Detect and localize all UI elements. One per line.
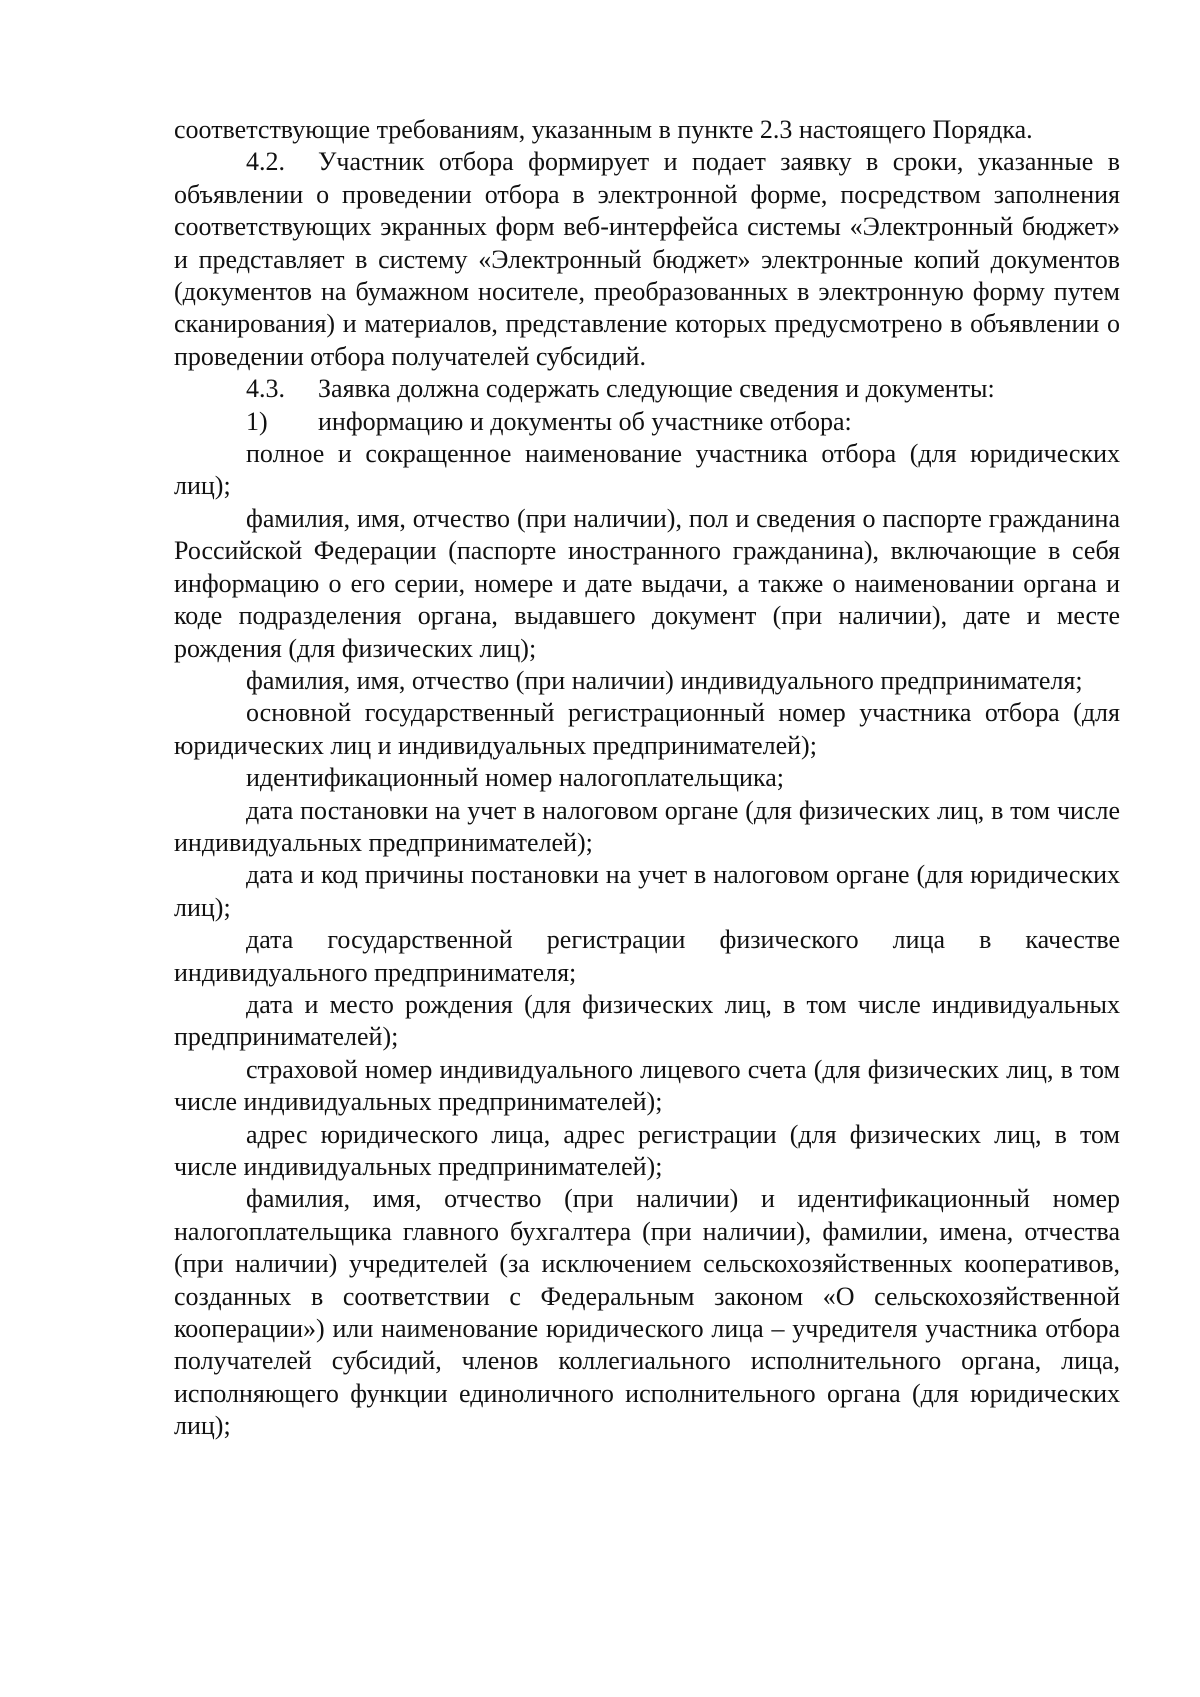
list-item-text: информацию и документы об участнике отбора: (318, 406, 852, 436)
paragraph-4-3 (174, 373, 1120, 405)
paragraph: фамилия, имя, отчество (при наличии), пол и сведения о паспорте гражданина Российской Федерации (паспорте иностранного гражданина), включающие в себя информацию о его серии, номере и дате выдачи, а также о наименовании органа и коде подразделения органа, выдавшего документ (при наличии), дате и месте рождения (для физических лиц); (174, 503, 1120, 663)
paragraph: адрес юридического лица, адрес регистрации (для физических лиц, в том числе индивидуальных предпринимателей); (174, 1119, 1120, 1181)
paragraph-continuation: соответствующие требованиям, указанным в пункте 2.3 настоящего Порядка. (174, 115, 1033, 144)
paragraph: дата и место рождения (для физических лиц, в том числе индивидуальных предпринимателей); (174, 989, 1120, 1052)
paragraph: дата и код причины постановки на учет в налоговом органе (для юридических лиц); (174, 860, 1120, 922)
paragraph-text: Участник отбора формирует и подает заявку в сроки, указанные в объявлении о проведении отбора в электронной форме, посредством заполнения соответствующих экранных форм веб-интерфейса системы «Электронный бюджет» и представляет в систему «Электронный бюджет» электронные копий документов (документов на бумажном носителе, преобразованных в электронную форму путем сканирования) и материалов, представление которых предусмотрено в объявлении о проведении отбора получателей субсидий. (174, 147, 1120, 371)
paragraph: дата постановки на учет в налоговом органе (для физических лиц, в том числе индивидуальных предпринимателей); (174, 795, 1120, 857)
paragraph: основной государственный регистрационный номер участника отбора (для юридических лиц и индивидуальных предпринимателей); (174, 698, 1120, 760)
paragraph-text: Заявка должна содержать следующие сведения и документы: (318, 374, 995, 404)
paragraph: фамилия, имя, отчество (при наличии) и идентификационный номер налогоплательщика главного бухгалтера (при наличии), фамилии, имена, отчества (при наличии) учредителей (за исключением сельскохозяйственных кооперативов, созданных в соответствии с Федеральным законом «О сельскохозяйственной кооперации») или наименование юридического лица – учредителя участника отбора получателей субсидий, членов коллегиального исполнительного органа, лица, исполняющего функции единоличного исполнительного органа (для юридических лиц); (174, 1184, 1120, 1441)
paragraph: дата государственной регистрации физического лица в качестве индивидуального предпринимателя; (174, 925, 1120, 987)
paragraph-number: 4.3. (246, 374, 285, 404)
paragraph: страховой номер индивидуального лицевого счета (для физических лиц, в том числе индивидуальных предпринимателей); (174, 1054, 1120, 1117)
document-page (174, 114, 1120, 1443)
paragraph: полное и сокращенное наименование участника отбора (для юридических лиц); (174, 439, 1120, 501)
paragraph: идентификационный номер налогоплательщика; (246, 763, 784, 793)
paragraph-number: 4.2. (246, 147, 285, 177)
list-item-1 (174, 406, 1120, 438)
paragraph-4-2 (174, 146, 1120, 373)
list-item-number: 1) (246, 406, 268, 436)
paragraph: фамилия, имя, отчество (при наличии) индивидуального предпринимателя; (246, 665, 1083, 695)
